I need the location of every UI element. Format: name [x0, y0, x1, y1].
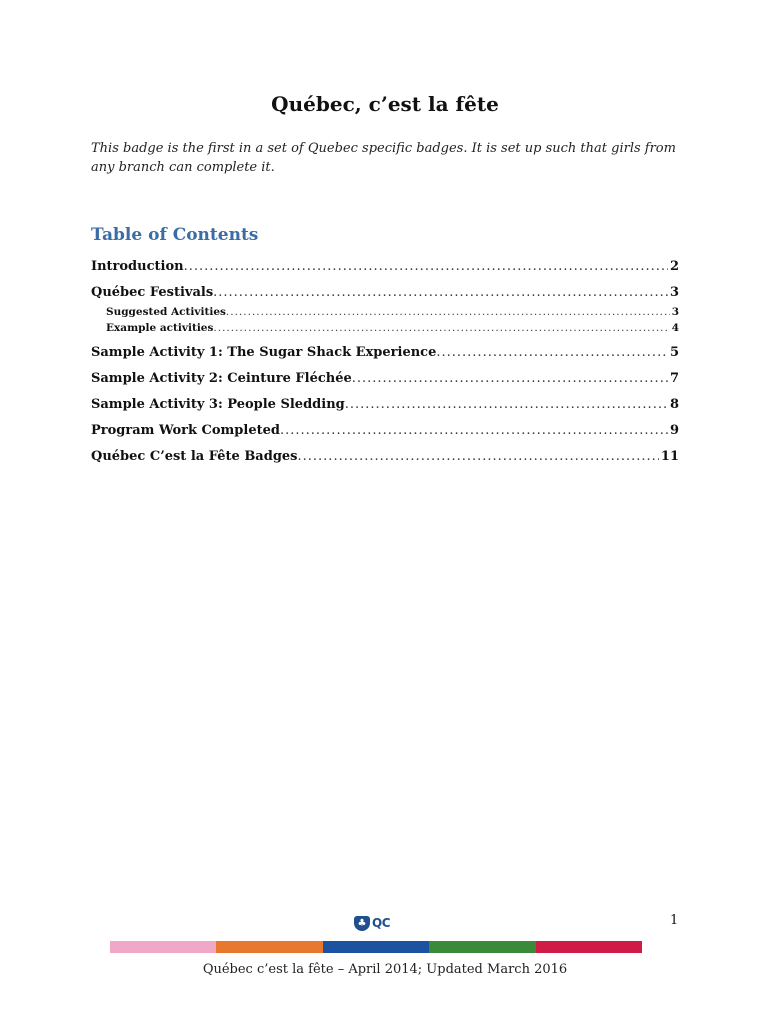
- color-bar-segment-pink: [110, 941, 216, 953]
- toc-entry-label: Suggested Activities: [106, 306, 226, 318]
- toc-entry-sample-activity-1[interactable]: [91, 342, 679, 368]
- toc-dot-leader: [213, 282, 668, 304]
- toc-dot-leader: [184, 256, 668, 278]
- toc-entry-label: Sample Activity 2: Ceinture Fléchée: [91, 371, 352, 386]
- toc-entry-page: 7: [669, 371, 679, 386]
- toc-entry-introduction[interactable]: [91, 256, 679, 282]
- toc-entry-sample-activity-2[interactable]: [91, 368, 679, 394]
- footer-color-bar: [110, 941, 642, 953]
- document-title: Québec, c’est la fête: [271, 92, 499, 116]
- toc-dot-leader: [213, 320, 669, 336]
- toc-entry-page: 4: [671, 322, 679, 334]
- logo-text: QC: [372, 916, 391, 930]
- toc-entry-program-work-completed[interactable]: [91, 420, 679, 446]
- table-of-contents: [91, 256, 679, 472]
- toc-dot-leader: [436, 342, 668, 364]
- page-number: 1: [670, 913, 679, 928]
- toc-entry-suggested-activities[interactable]: [91, 304, 679, 320]
- toc-entry-page: 3: [669, 285, 679, 300]
- toc-entry-label: Program Work Completed: [91, 423, 280, 438]
- toc-entry-page: 9: [669, 423, 679, 438]
- toc-dot-leader: [352, 368, 668, 390]
- toc-entry-page: 8: [669, 397, 679, 412]
- guides-trefoil-icon: ♣: [354, 916, 370, 931]
- toc-entry-label: Québec Festivals: [91, 285, 214, 300]
- toc-entry-page: 2: [669, 259, 679, 274]
- toc-dot-leader: [298, 446, 659, 468]
- intro-paragraph: This badge is the first in a set of Quebec specific badges. It is set up such that girls from any branch can complete it.: [91, 141, 676, 175]
- toc-dot-leader: [345, 394, 668, 416]
- color-bar-segment-blue: [323, 941, 429, 953]
- toc-entry-page: 11: [660, 449, 679, 464]
- toc-entry-label: Sample Activity 1: The Sugar Shack Experience: [91, 345, 437, 360]
- toc-entry-quebec-festivals[interactable]: [91, 282, 679, 304]
- toc-entry-label: Example activities: [106, 322, 214, 334]
- color-bar-segment-green: [429, 941, 535, 953]
- toc-entry-badges[interactable]: [91, 446, 679, 472]
- toc-dot-leader: [280, 420, 668, 442]
- toc-entry-label: Introduction: [91, 259, 184, 274]
- toc-entry-page: 5: [669, 345, 679, 360]
- toc-entry-example-activities[interactable]: [91, 320, 679, 336]
- guides-logo: [354, 915, 390, 931]
- color-bar-segment-orange: [216, 941, 322, 953]
- toc-entry-label: Québec C’est la Fête Badges: [91, 449, 298, 464]
- color-bar-segment-red: [536, 941, 642, 953]
- toc-entry-page: 3: [671, 306, 679, 318]
- toc-heading: Table of Contents: [91, 225, 259, 245]
- page-footer: Québec c’est la fête – April 2014; Updated March 2016: [202, 962, 568, 977]
- toc-entry-sample-activity-3[interactable]: [91, 394, 679, 420]
- toc-dot-leader: [226, 304, 670, 320]
- toc-entry-label: Sample Activity 3: People Sledding: [91, 397, 345, 412]
